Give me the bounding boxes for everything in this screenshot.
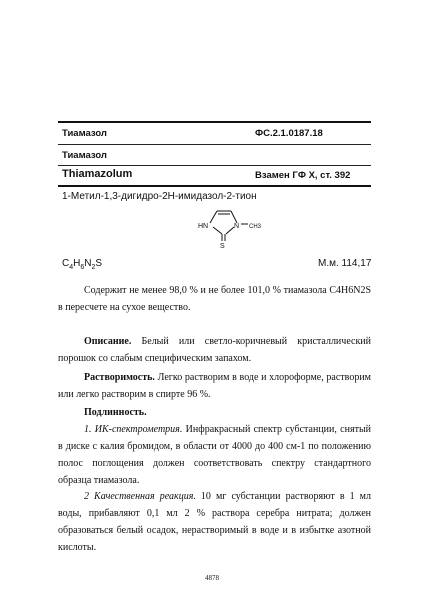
identity-test-1 <box>58 421 371 489</box>
monograph-code: ФС.2.1.0187.18 <box>255 128 323 139</box>
solubility-text: Легко растворим в воде и хлороформе, растворим или легко растворим в спирте 96 %. <box>58 372 371 400</box>
identity-test-2-label: 2 Качественная реакция. <box>84 491 196 502</box>
identity-test-2-text: 10 мг субстанции растворяют в 1 мл воды, прибавляют 0,1 мл 2 % раствора серебра нитрата; должен образоваться белый осадок, нерастворимый в воде и в избытке азотной кислоты. <box>58 491 372 553</box>
content-paragraph: Содержит не менее 98,0 % и не более 101,0 % тиамазола C4H6N2S в пересчете на сухое вещество. <box>58 285 371 313</box>
description-text: Белый или светло-коричневый кристаллический порошок со слабым специфическим запахом. <box>58 336 371 364</box>
structure-nh-label: HN <box>198 223 209 230</box>
page-number: 4878 <box>205 574 219 582</box>
description-label: Описание. <box>84 336 132 347</box>
header-rule-2 <box>58 165 371 166</box>
structure-sulfur-label: S <box>220 243 225 249</box>
structure-methyl-label: CH3 <box>249 224 262 230</box>
header-rule-1 <box>58 144 371 145</box>
replaces-note: Взамен ГФ X, ст. 392 <box>255 170 351 181</box>
monograph-title: Тиамазол <box>62 128 107 139</box>
molecular-mass: М.м. 114,17 <box>318 258 372 269</box>
header-top-rule <box>58 121 371 123</box>
structural-formula <box>196 203 266 249</box>
description-paragraph <box>58 333 371 367</box>
structure-n-label: N <box>234 223 240 230</box>
identity-test-2 <box>58 488 371 556</box>
chemical-name: 1-Метил-1,3-дигидро-2Н-имидазол-2-тион <box>62 191 257 202</box>
identity-test-1-text: Инфракрасный спектр субстанции, снятый в диске с калия бромидом, в области от 4000 до 400 см-1 по положению полос поглощения должен соответствовать спектру стандартного образца тиамазола. <box>58 424 372 486</box>
molecular-formula: $C_4H_6N_2S$ <box>62 258 103 271</box>
latin-name: Thiamazolum <box>62 168 133 180</box>
header-bottom-rule <box>58 185 371 187</box>
solubility-paragraph <box>58 369 371 403</box>
monograph-title-2: Тиамазол <box>62 150 107 161</box>
solubility-label: Растворимость. <box>84 372 155 383</box>
identity-test-1-label: 1. ИК-спектрометрия. <box>84 424 183 435</box>
identity-heading: Подлинность. <box>84 407 147 418</box>
